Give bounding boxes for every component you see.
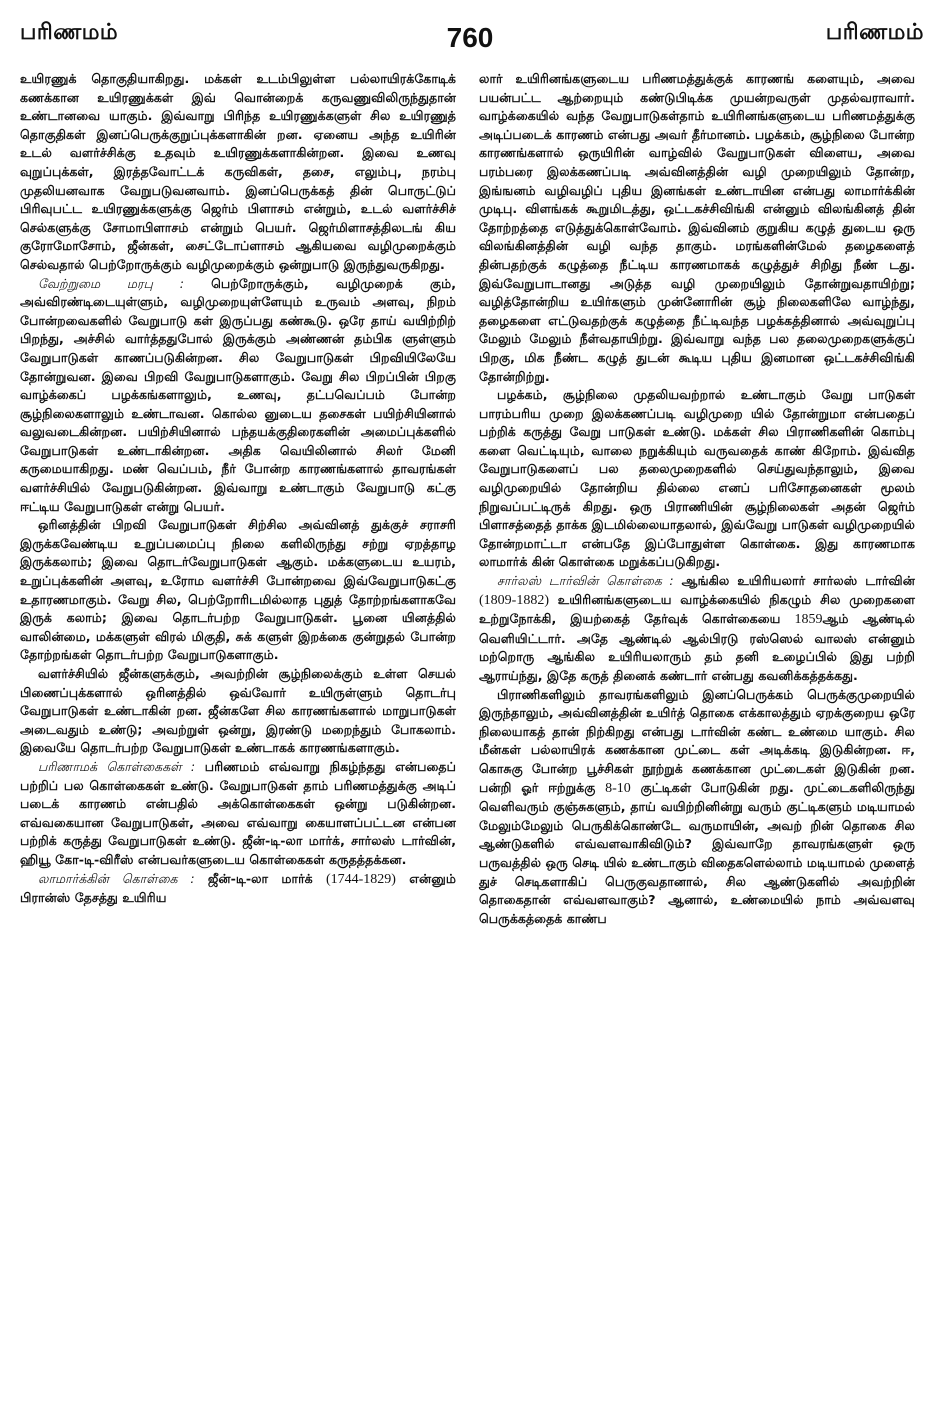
paragraph: லார் உயிரினங்களுடைய பரிணமத்துக்குக் காரணங் களையும், அவை பயன்பட்ட ஆற்றையும் கண்டுபிடிக்க முயன்றவருள் முதல்வராவார். வாழ்க்கையில் வந்த வேறுபாடுகள்தாம் உயிரினங்களுடைய பரிணமத்துக்கு அடிப்படைக் காரணம் என்பது அவர் தீர்மானம். பழக்கம், சூழ்நிலை போன்ற காரணங்களால் ஒருயிரின் வாழ்வில் வேறுபாடுகள் விளைய, அவை பரம்பரை இலக்கணப்படி அவ்வினத்தின் வழி முறையிலும் தோன்ற, இங்ஙனம் வழிவழிப் புதிய இனங்கள் உண்டாயின என்பது லாமார்க்கின் முடிபு. விளங்கக் கூறுமிடத்து, ஒட்டகச்சிவிங்கி என்னும் விலங்கினத் தின் தோற்றத்தை எடுத்துக்கொள்வோம். இவ்வினம் குறுகிய கழுத் துடைய ஒரு விலங்கினத்தின் வழி வந்த தாகும். மரங்களின்மேல் தழைகளைத் தின்பதற்குக் கழுத்தை நீட்டிய காரணமாகக் கழுத்துச் சிறிது நீண் டது. இவ்வேறுபாடானது அடுத்த வழி முறையிலும் தோன்றுவதாயிற்று; வழித்தோன்றிய உயிர்களும் முன்னோரின் சூழ் நிலைகளிலே வாழ்ந்து, தழைகளை எட்டுவதற்குக் கழுத்தை நீட்டிவந்த பழக்கத்தினால் அவ்வுறுப்பு மேலும் மேலும் நீள்வதாயிற்று. இவ்வாறு வந்த பல தலைமுறைகளுக்குப் பிறகு, மிக நீண்ட கழுத் துடன் கூடிய புதிய இனமான ஒட்டகச்சிவிங்கி தோன்றிற்று.: [479, 71, 915, 384]
paragraph-text: ஜீன்-டி-லா மார்க்: [207, 870, 313, 886]
year-text: 1859: [794, 612, 823, 628]
section-heading: வேற்றுமை மரபு :: [38, 275, 184, 291]
paragraph-text: குட்டிகள் போடுகின் றது. முட்டைகளிலிருந்து வெளிவரும் குஞ்சுகளும், தாய் வயிற்றினின்று வரும் குட்டிகளும் மடியாமல் மேலும்மேலும் பெருகிக்கொண்டே வருமாயின், அவற் றின் தொகை சில ஆண்டுகளில் எவ்வளவாகிவிடும்? இவ்வாறே தாவரங்களுள் ஒரு பருவத்தில் ஒரு செடி யில் உண்டாகும் விதைகளெல்லாம் மடியாமல் முளைத் துச் செடிகளாகிப் பெருகுவதானால், சில ஆண்டுகளில் அவற்றின் தொகைதான் எவ்வளவாகும்? ஆனால், உண்மையில் நாம் அவ்வளவு பெருக்கத்தைக் காண்ப: [479, 779, 915, 926]
years-text: (1744-1829): [325, 871, 396, 887]
paragraph-text: என்னும் பிரான்ஸ் தேசத்து உயிரிய: [20, 870, 457, 906]
page-number: 760: [446, 22, 494, 53]
paragraph: [479, 686, 915, 929]
paragraph: வளர்ச்சியில் ஜீன்களுக்கும், அவற்றின் சூழ்நிலைக்கும் உள்ள செயல் பிணைப்புக்களால் ஒரினத்தில் ஒவ்வோர் உயிருள்ளும் தொடர்பு வேறுபாடுகள் உண்டாகின் றன. ஜீன்களே சில காரணங்களால் மாறுபாடுகள் அடைவதும் உண்டு; அவற்றுள் ஒன்று, இரண்டு மறைந்தும் போகலாம். இவையே தொடர்பற்ற வேறுபாடுகள் உண்டாகக் காரணங்களாகும்.: [20, 666, 456, 756]
right-column: [479, 70, 915, 928]
left-column: [20, 70, 456, 908]
section-heading: சார்லஸ் டார்வின் கொள்கை :: [497, 573, 674, 589]
paragraph-text: பெற்றோருக்கும், வழிமுறைக் கும், அவ்விரண்டிடையுள்ளும், வழிமுறையுள்ளேயும் உருவம் அளவு, நிறம் போன்றவைகளில் வேறுபாடு கள் இருப்பது கண்கூடு. ஒரே தாய் வயிற்றிற் பிறந்து, அச்சில் வார்த்ததுபோல் இருக்கும் அண்ணன் தம்பிக ளுள்ளும் வேறுபாடுகள் காணப்படுகின்றன. சில வேறுபாடுகள் பிறவியிலேயே தோன்றுவன. இவை பிறவி வேறுபாடுகளாகும். வேறு சில பிறப்பின் பிறகு வாழ்க்கைப் பழக்கங்களாலும், உணவு, தட்பவெப்பம் போன்ற சூழ்நிலைகளாலும் உண்டாவன. கொல்ல னுடைய தசைகள் பயிற்சியினால் வலுவடைகின்றன. பயிற்சியினால் பந்தயக்குதிரைகளின் அமைப்புக்களில் வேறுபாடுகள் உண்டாகின்றன. அதிக வெயிலினால் சிலர் மேனி கருமையாகிறது. மண் வெப்பம், நீர் போன்ற காரணங்களால் தாவரங்கள் வளர்ச்சியில் வேறுபடுகின்றன. இவ்வாறு உண்டாகும் வேறுபாடு கட்கு ஈட்டிய வேறுபாடுகள் என்று பெயர்.: [20, 275, 457, 514]
paragraph: உயிரணுக் தொகுதியாகிறது. மக்கள் உடம்பிலுள்ள பல்லாயிரக்கோடிக் கணக்கான உயிரணுக்கள் இவ் வொன்றைக் கருவணுவிலிருந்துதான் உண்டானவை யாகும். இவ்வாறு பிரிந்த உயிரணுக்களுள் சில உயிரணுத் தொகுதிகள் இனப்பெருக்குறுப்புக்களாகின் றன. ஏனைய அந்த உயிரின் உடல் வளர்ச்சிக்கு உதவும் உயிரணுக்களாகின்றன. இவை உணவு வுறுப்புக்கள், இரத்தவோட்டக் கருவிகள், தசை, எலும்பு, நரம்பு முதலியனவாக வேறுபடுவனவாம். இனப்பெருக்கத் தின் பொருட்டுப் பிரிவுபட்ட உயிரணுக்களுக்கு ஜெர்ம் பிளாசம் என்றும், உடல் வளர்ச்சிச் செல்களுக்கு சோமாபிளாசம் என்றும் பெயர். ஜெர்மிளாசத்திலடங் கிய குரோமோசோம், ஜீன்கள், சைட்டோப்ளாசம் ஆகியவை வழிமுறைக்கும் செல்வதால் பெற்றோருக்கும் வழிமுறைக்கும் ஒன்றுபாடு இருந்துவருகிறது.: [20, 71, 456, 272]
paragraph-text: பரிணமம் எவ்வாறு நிகழ்ந்தது என்பதைப் பற்றிப் பல கொள்கைகள் உண்டு. வேறுபாடுகள் தாம் பரிணமத்துக்கு அடிப் படைக் காரணம் என்பதில் அக்கொள்கைகள் ஒன்று படுகின்றன. எவ்வகையான வேறுபாடுகள், அவை எவ்வாறு கையாளப்பட்டன என்பன பற்றிக் கருத்து வேறுபாடுகள் உண்டு. ஜீன்-டி-லா மார்க், சார்லஸ் டார்வின், ஹியூ கோ-டி-விரீஸ் என்பவர்களுடைய கொள்கைகள் கருதத்தக்கன.: [20, 758, 456, 867]
running-head-left: பரிணமம்: [20, 20, 119, 45]
paragraph: [479, 572, 915, 686]
paragraph: பழக்கம், சூழ்நிலை முதலியவற்றால் உண்டாகும் வேறு பாடுகள் பாரம்பரிய முறை இலக்கணப்படி வழிமுறை யில் தோன்றுமா என்பதைப் பற்றிக் கருத்து வேறு பாடுகள் உண்டு. மக்கள் சில பிராணிகளின் கொம்பு களை வெட்டியும், வாலை நறுக்கியும் வருவதைக் காண் கிறோம். இவ்வித வேறுபாடுகளைப் பல தலைமுறைகளில் செய்துவந்தாலும், இவை வழிமுறையில் தோன்றிய தில்லை எனப் பரிசோதனைகள் மூலம் நிறுவப்பட்டிருக் கிறது. ஒரு பிராணியின் சூழ்நிலைகள் அதன் ஜெர்ம் பிளாசத்தைத் தாக்க இடமில்லையாதலால், இவ்வேறு பாடுகள் வழிமுறையில் தோன்றமாட்டா என்பதே இப்போதுள்ள கொள்கை. இது காரணமாக லாமார்க் கின் கொள்கை மறுக்கப்படுகிறது.: [479, 387, 915, 570]
paragraph-text: பிராணிகளிலும் தாவரங்களிலும் இனப்பெருக்கம் பெருக்குமுறையில் இருந்தாலும், அவ்வினத்தின் உயிர்த் தொகை எக்காலத்தும் ஏறக்குறைய ஒரே நிலையாகத் தான் நிற்கிறது என்பது டார்வின் கண்ட உண்மை யாகும். சில மீன்கள் பல்லாயிரக் கணக்கான முட்டை கள் அடிக்கடி இடுகின்றன. ஈ, கொசுகு போன்ற பூச்சிகள் நூற்றுக் கணக்கான முட்டைகள் இடுகின் றன. பன்றி ஓர் ஈற்றுக்கு: [479, 686, 915, 795]
paragraph-text: ஆங்கில உயிரியலார் சார்லஸ் டார்வின்: [681, 573, 915, 589]
section-heading: பரிணாமக் கொள்கைகள் :: [38, 758, 196, 774]
paragraph: ஒரினத்தின் பிறவி வேறுபாடுகள் சிற்சில அவ்வினத் துக்குச் சராசரி இருக்கவேண்டிய உறுப்பமைப்பு நிலை களிலிருந்து சற்று ஏறத்தாழ இருக்கலாம்; இவை தொடர்வேறுபாடுகள் ஆகும். மக்களுடைய உயரம், உறுப்புக்களின் அளவு, உரோம வளர்ச்சி போன்றவை இவ்வேறுபாடுகட்கு உதாரணமாகும். வேறு சில, பெற்றோரிடமில்லாத புதுத் தோற்றங்களாகவே இருக் கலாம்; இவை தொடர்பற்ற வேறுபாடுகள். பூனை யினத்தில் வாலின்மை, மக்களுள் விரல் மிகுதி, சுக் களுள் இறக்கை குன்றுதல் போன்ற தோற்றங்கள் தொடர்பற்ற வேறுபாடுகளாகும்.: [20, 517, 456, 663]
running-head-right: பரிணமம்: [825, 20, 924, 45]
paragraph: [20, 275, 456, 517]
number-range: 8-10: [605, 780, 631, 796]
section-heading: லாமார்க்கின் கொள்கை :: [38, 870, 195, 886]
years-text: (1809-1882): [479, 592, 549, 608]
paragraph-text: உயிரினங்களுடைய வாழ்க்கையில் நிகழும் சில முறைகளை உற்றுநோக்கி, இயற்கைத் தேர்வுக் கொள்கையை: [479, 591, 915, 627]
paragraph: [20, 758, 456, 870]
paragraph: [20, 870, 456, 908]
paragraph-text: ஆம் ஆண்டில் வெளியிட்டார். அதே ஆண்டில் ஆல்பிரடு ரஸ்ஸெல் வாலஸ் என்னும் மற்றொரு ஆங்கில உயிரியலாரும் தம் தனி உழைப்பில் இது பற்றி ஆராய்ந்து, இதே கருத் தினைக் கண்டார் என்பது கவனிக்கத்தக்கது.: [479, 611, 916, 683]
